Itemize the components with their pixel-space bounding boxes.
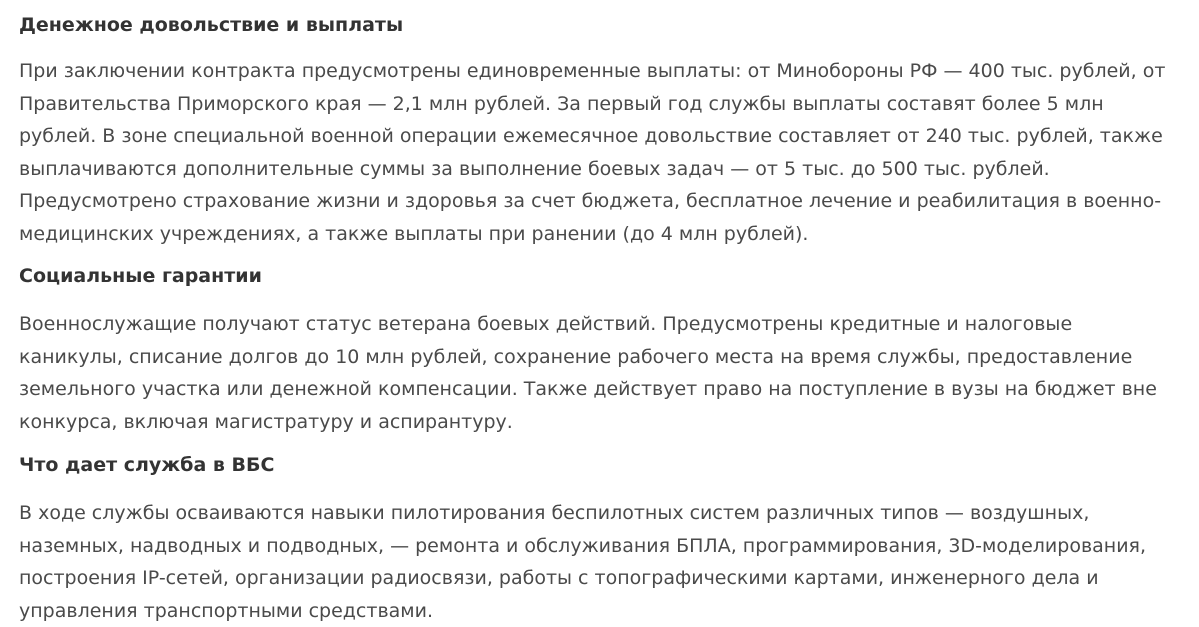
section-heading-service-benefits: Что дает служба в ВБС <box>19 454 275 476</box>
section-text-service-benefits: В ходе службы осваиваются навыки пилотирования беспилотных систем различных типов — воздушных, наземных, надводных и подводных, — ремонта и обслуживания БПЛА, программирования, 3D-моделирования, построения IP-сетей, организации радиосвязи, работы с топографическими картами, инженерного дела и управления транспортными средствами. <box>19 502 1147 622</box>
section-text-payments: При заключении контракта предусмотрены единовременные выплаты: от Минобороны РФ — 400 тыс. рублей, от Правительства Приморского края — 2,1 млн рублей. За первый год службы выплаты составят более 5 млн рублей. В зоне специальной военной операции ежемесячное довольствие составляет от 240 тыс. рублей, также выплачиваются дополнительные суммы за выполнение боевых задач — от 5 тыс. до 500 тыс. рублей. Предусмотрено страхование жизни и здоровья за счет бюджета, бесплатное лечение и реабилитация в военно-медицинских учреждениях, а также выплаты при ранении (до 4 млн рублей). <box>19 60 1166 245</box>
section-heading-social-guarantees: Социальные гарантии <box>19 265 262 287</box>
section-text-social-guarantees: Военнослужащие получают статус ветерана боевых действий. Предусмотрены кредитные и налоговые каникулы, списание долгов до 10 млн рублей, сохранение рабочего места на время службы, предоставление земельного участка или денежной компенсации. Также действует право на поступление в вузы на бюджет вне конкурса, включая магистратуру и аспирантуру. <box>19 313 1157 433</box>
section-heading-payments: Денежное довольствие и выплаты <box>19 14 404 36</box>
